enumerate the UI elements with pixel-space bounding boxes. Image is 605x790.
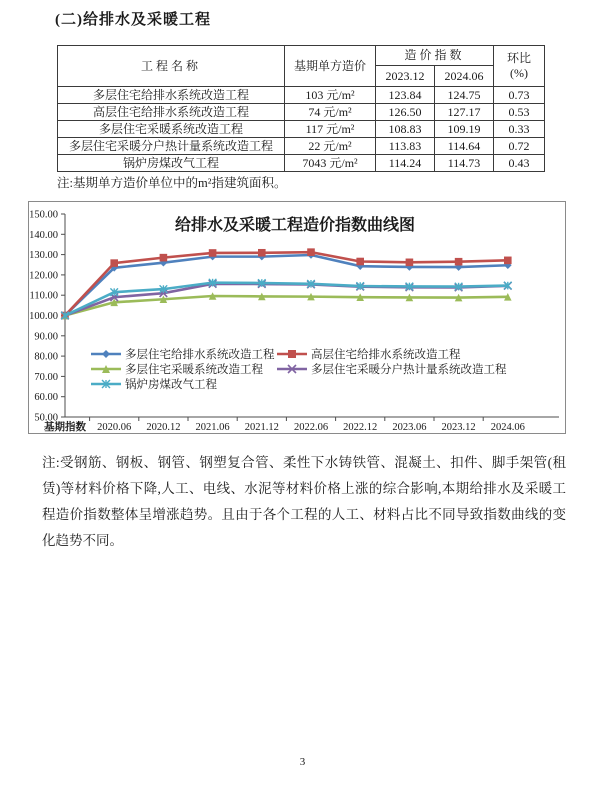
marker-square <box>288 350 296 358</box>
y-tick-label: 60.00 <box>34 392 58 404</box>
cost-table-body <box>58 87 545 172</box>
cell-index-2024-06: 127.17 <box>435 104 494 121</box>
header-index-2023-12: 2023.12 <box>376 66 435 87</box>
cell-project-name: 锅炉房煤改气工程 <box>58 155 285 172</box>
cell-mom: 0.53 <box>494 104 545 121</box>
header-index-group: 造价指数 <box>376 46 494 66</box>
header-mom <box>494 46 545 87</box>
chart-series-line <box>65 296 508 315</box>
cell-index-2024-06: 114.73 <box>435 155 494 172</box>
cell-project-name: 多层住宅采暖分户热计量系统改造工程 <box>58 138 285 155</box>
legend-label: 多层住宅采暖系统改造工程 <box>125 364 263 376</box>
y-tick-label: 70.00 <box>34 371 58 383</box>
cell-mom: 0.33 <box>494 121 545 138</box>
x-tick-label: 2020.06 <box>97 422 132 433</box>
y-tick-label: 90.00 <box>34 331 58 343</box>
chart-series-line <box>65 284 508 316</box>
y-tick-label: 110.00 <box>29 290 58 302</box>
header-mom-line1: 环比 <box>506 51 531 65</box>
page-title: (二)给排水及采暖工程 <box>55 12 211 28</box>
marker-square <box>110 259 118 267</box>
marker-square <box>455 258 463 266</box>
x-tick-label: 2024.06 <box>490 422 525 433</box>
x-tick-label: 2021.06 <box>195 422 230 433</box>
header-project-name: 工程名称 <box>58 46 285 87</box>
table-row <box>58 121 545 138</box>
cell-index-2024-06: 109.19 <box>435 121 494 138</box>
cost-table-header <box>58 46 545 87</box>
cell-base-cost: 22 元/m² <box>285 138 376 155</box>
marker-square <box>160 254 168 262</box>
cell-base-cost: 7043 元/m² <box>285 155 376 172</box>
cell-mom: 0.43 <box>494 155 545 172</box>
cell-base-cost: 117 元/m² <box>285 121 376 138</box>
header-mom-line2: (%) <box>510 66 528 80</box>
cell-mom: 0.72 <box>494 138 545 155</box>
cell-index-2023-12: 108.83 <box>376 121 435 138</box>
y-tick-label: 100.00 <box>29 311 58 322</box>
marker-square <box>307 248 315 256</box>
marker-square <box>356 258 364 266</box>
marker-diamond <box>102 350 110 358</box>
page-number: 3 <box>299 756 306 768</box>
legend-label: 多层住宅采暖分户热计量系统改造工程 <box>311 364 507 376</box>
cell-index-2023-12: 114.24 <box>376 155 435 172</box>
chart-series-line <box>65 283 508 316</box>
chart-panel <box>28 201 566 434</box>
legend-label: 多层住宅给排水系统改造工程 <box>125 349 275 361</box>
footer-note: 注:受钢筋、钢板、钢管、钢塑复合管、柔性下水铸铁管、混凝土、扣件、脚手架管(租赁)等材料价格下降,人工、电线、水泥等材料价格上涨的综合影响,本期给排水及采暖工程造价指数整体呈增涨趋势。且由于各个工程的人工、材料占比不同导致指数曲线的变化趋势不同。 <box>42 455 566 548</box>
cell-index-2023-12: 113.83 <box>376 138 435 155</box>
x-tick-label: 2020.12 <box>146 422 181 433</box>
y-tick-label: 150.00 <box>29 209 58 221</box>
marker-square <box>406 259 414 267</box>
cell-index-2024-06: 124.75 <box>435 87 494 104</box>
legend-label: 高层住宅给排水系统改造工程 <box>311 349 461 361</box>
marker-square <box>209 249 217 257</box>
x-tick-label: 2022.06 <box>293 422 329 433</box>
x-tick-label: 2023.06 <box>392 422 427 433</box>
header-index-2024-06: 2024.06 <box>435 66 494 87</box>
x-tick-label: 2021.12 <box>244 422 279 433</box>
cell-index-2024-06: 114.64 <box>435 138 494 155</box>
cell-project-name: 多层住宅给排水系统改造工程 <box>58 87 285 104</box>
table-row <box>58 138 545 155</box>
header-base-cost: 基期单方造价 <box>285 46 376 87</box>
x-tick-label: 2022.12 <box>343 422 378 433</box>
y-tick-label: 140.00 <box>29 229 58 241</box>
cell-project-name: 多层住宅采暖系统改造工程 <box>58 121 285 138</box>
table-note: 注:基期单方造价单位中的m²指建筑面积。 <box>57 176 287 190</box>
legend-label: 锅炉房煤改气工程 <box>125 379 217 391</box>
cell-base-cost: 74 元/m² <box>285 104 376 121</box>
marker-square <box>504 257 512 265</box>
cell-mom: 0.73 <box>494 87 545 104</box>
chart-title: 给排水及采暖工程造价指数曲线图 <box>174 217 416 234</box>
marker-square <box>258 249 266 257</box>
table-row <box>58 104 545 121</box>
table-row <box>58 155 545 172</box>
x-tick-label: 2023.12 <box>441 422 476 433</box>
x-tick-label: 基期指数 <box>44 422 86 433</box>
cost-table <box>57 45 545 172</box>
cell-base-cost: 103 元/m² <box>285 87 376 104</box>
cell-project-name: 高层住宅给排水系统改造工程 <box>58 104 285 121</box>
y-tick-label: 80.00 <box>34 351 58 363</box>
y-tick-label: 50.00 <box>34 412 58 424</box>
cell-index-2023-12: 123.84 <box>376 87 435 104</box>
y-tick-label: 120.00 <box>29 270 58 282</box>
cell-index-2023-12: 126.50 <box>376 104 435 121</box>
table-row <box>58 87 545 104</box>
cost-index-line-chart <box>29 202 565 433</box>
y-tick-label: 130.00 <box>29 250 58 262</box>
